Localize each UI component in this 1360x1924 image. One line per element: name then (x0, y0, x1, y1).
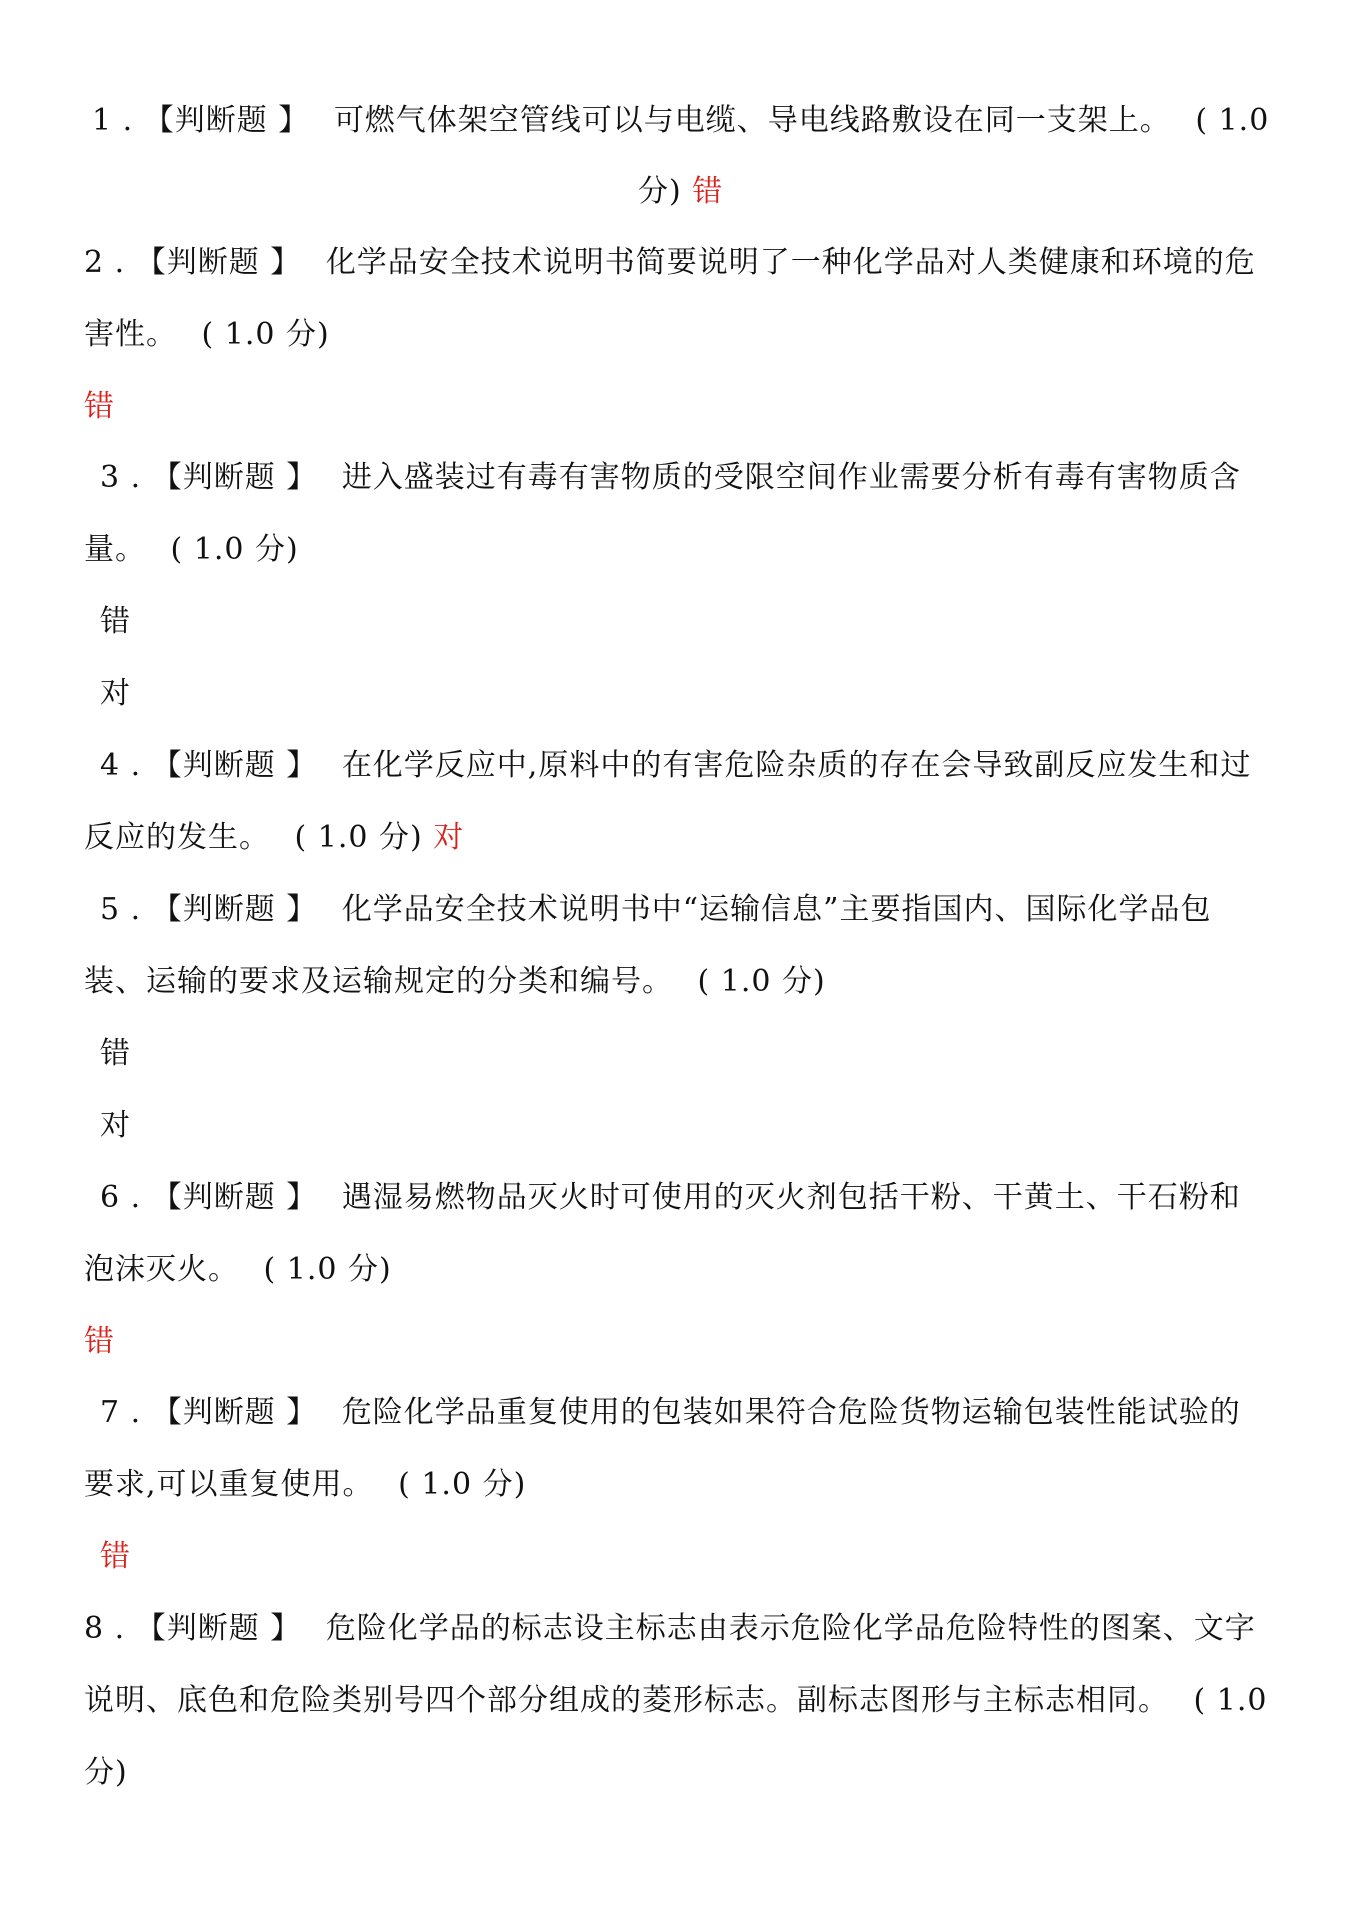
question-text: 说明、底色和危险类别号四个部分组成的菱形标志。副标志图形与主标志相同。 (84, 1683, 1169, 1718)
question-score: ( 1.0 分) (263, 1252, 392, 1287)
question-1-line-2 (638, 172, 723, 212)
question-text: 进入盛装过有毒有害物质的受限空间作业需要分析有毒有害物质含 (341, 460, 1241, 495)
answer-label: 错 (84, 389, 115, 424)
answer-label: 对 (433, 820, 465, 855)
answer-label: 错 (84, 1324, 115, 1359)
question-text: 装、运输的要求及运输规定的分类和编号。 (84, 964, 673, 999)
question-type: 【判断题 】 (151, 1180, 318, 1215)
question-4-line-2 (84, 818, 464, 858)
question-text: 害性。 (84, 317, 177, 352)
option-right: 对 (100, 676, 131, 711)
question-3-line (100, 458, 1241, 498)
question-text: 量。 (84, 532, 146, 567)
question-text: 遇湿易燃物品灭火时可使用的灭火剂包括干粉、干黄土、干石粉和 (341, 1180, 1241, 1215)
question-number: 5 . (100, 892, 142, 927)
question-score: ( 1.0 (1193, 1683, 1268, 1718)
question-text: 危险化学品重复使用的包装如果符合危险货物运输包装性能试验的 (341, 1395, 1241, 1430)
question-type: 【判断题 】 (151, 892, 318, 927)
question-number: 4 . (100, 748, 142, 783)
question-number: 6 . (100, 1180, 142, 1215)
question-3-line-2 (84, 530, 299, 570)
question-type: 【判断题 】 (143, 103, 310, 138)
question-score: ( 1.0 分) (201, 317, 330, 352)
answer-label: 错 (692, 174, 724, 209)
question-text: 危险化学品的标志设主标志由表示危险化学品危险特性的图案、文字 (325, 1611, 1256, 1646)
option-wrong: 错 (100, 1036, 131, 1071)
question-text: 在化学反应中,原料中的有害危险杂质的存在会导致副反应发生和过 (341, 748, 1252, 783)
answer-label: 错 (100, 1539, 131, 1574)
question-8-line (84, 1609, 1256, 1649)
question-5-line (100, 890, 1212, 930)
question-6-line-2 (84, 1250, 392, 1290)
question-type: 【判断题 】 (135, 1611, 302, 1646)
question-7-line-2 (84, 1465, 526, 1505)
question-score: ( 1.0 (1195, 103, 1270, 138)
question-text: 泡沫灭火。 (84, 1252, 239, 1287)
question-text: 化学品安全技术说明书中“运输信息”主要指国内、国际化学品包 (341, 892, 1212, 927)
option-right: 对 (100, 1108, 131, 1143)
question-8-line-3 (84, 1753, 128, 1793)
question-score: 分) (638, 174, 682, 209)
question-2-line (84, 243, 1256, 283)
question-number: 7 . (100, 1395, 142, 1430)
question-7-line (100, 1393, 1241, 1433)
question-1-line (92, 101, 1269, 141)
question-score: ( 1.0 分) (170, 532, 299, 567)
question-4-line (100, 746, 1251, 786)
question-text: 可燃气体架空管线可以与电缆、导电线路敷设在同一支架上。 (333, 103, 1171, 138)
question-type: 【判断题 】 (151, 1395, 318, 1430)
question-score: ( 1.0 分) (398, 1467, 527, 1502)
question-type: 【判断题 】 (151, 460, 318, 495)
question-score: ( 1.0 分) (697, 964, 826, 999)
question-text: 要求,可以重复使用。 (84, 1467, 374, 1502)
question-text: 化学品安全技术说明书简要说明了一种化学品对人类健康和环境的危 (325, 245, 1256, 280)
question-type: 【判断题 】 (135, 245, 302, 280)
question-2-line-2 (84, 315, 330, 355)
question-number: 8 . (84, 1611, 126, 1646)
question-number: 3 . (100, 460, 142, 495)
question-number: 1 . (92, 103, 134, 138)
question-6-line (100, 1178, 1241, 1218)
question-score: 分) (84, 1755, 128, 1790)
question-5-line-2 (84, 962, 826, 1002)
option-wrong: 错 (100, 604, 131, 639)
question-number: 2 . (84, 245, 126, 280)
question-type: 【判断题 】 (151, 748, 318, 783)
question-8-line-2 (84, 1681, 1268, 1721)
question-text: 反应的发生。 (84, 820, 270, 855)
question-score: ( 1.0 分) (294, 820, 423, 855)
